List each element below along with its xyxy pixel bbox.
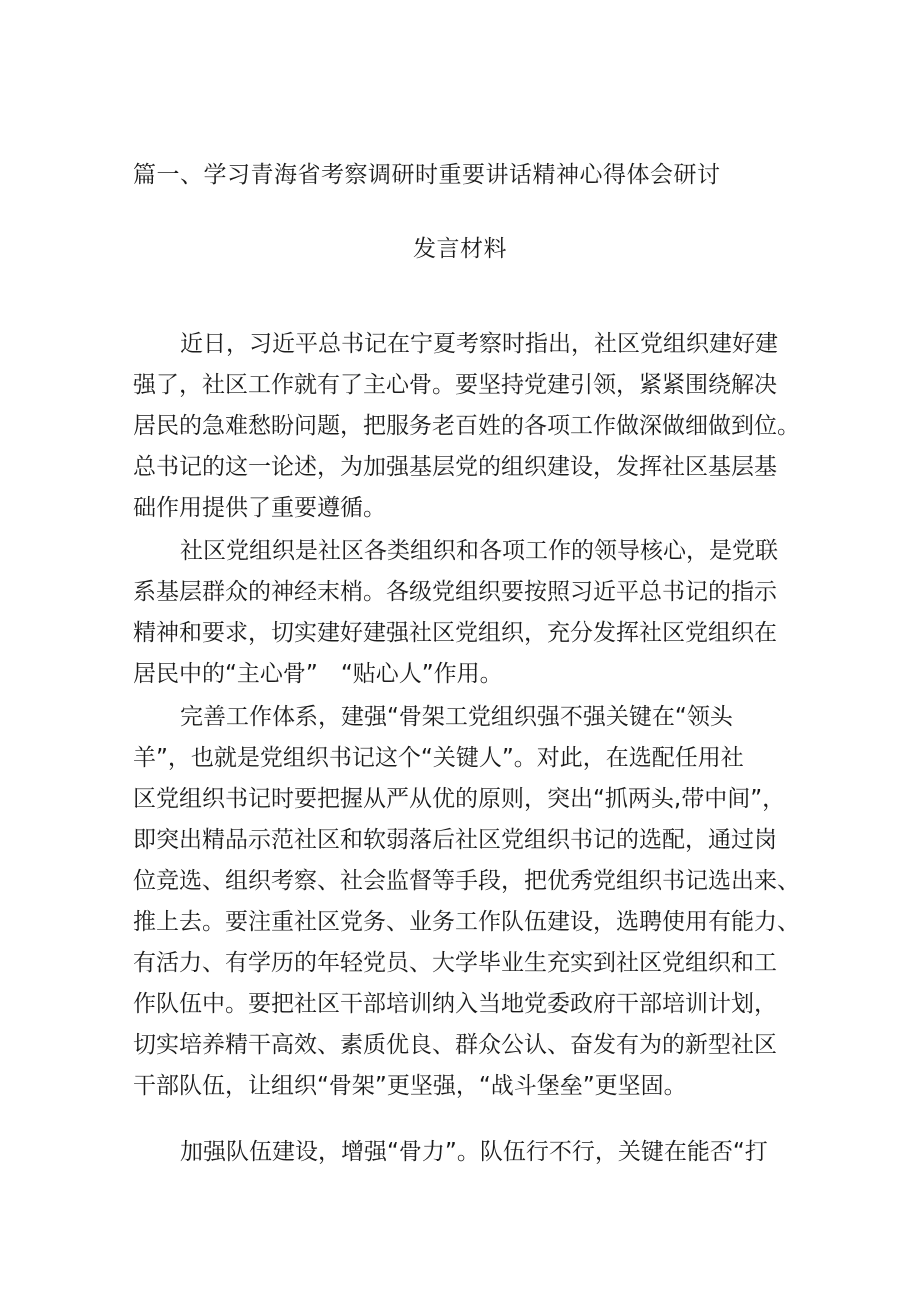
paragraph-line: 础作用提供了重要遵循。 <box>133 495 386 521</box>
document-title-line-2: 发言材料 <box>413 236 507 262</box>
paragraph-line: 近日，习近平总书记在宁夏考察时指出，社区党组织建好建 <box>180 331 778 357</box>
paragraph-line: 系基层群众的神经末梢。各级党组织要按照习近平总书记的指示 <box>133 579 777 605</box>
paragraph-line: 作队伍中。要把社区干部培训纳入当地党委政府干部培训计划， <box>133 991 777 1017</box>
paragraph-line: 切实培养精干高效、素质优良、群众公认、奋发有为的新型社区 <box>133 1032 777 1058</box>
paragraph-line: 羊”，也就是党组织书记这个“关键人”。对此，在选配任用社 <box>133 745 744 771</box>
paragraph-line: 强了，社区工作就有了主心骨。要坚持党建引领，紧紧围绕解决 <box>133 372 777 398</box>
document-title-line-1: 篇一、学习青海省考察调研时重要讲话精神心得体会研讨 <box>133 162 721 188</box>
paragraph-line: 区党组织书记时要把握从严从优的原则，突出“抓两头,带中间”， <box>133 786 786 812</box>
paragraph-line: 完善工作体系，建强“骨架工党组织强不强关键在“领头 <box>180 704 733 730</box>
paragraph-line: 位竞选、组织考察、社会监督等手段，把优秀党组织书记选出来、 <box>133 868 800 894</box>
paragraph-line: 精神和要求，切实建好建强社区党组织，充分发挥社区党组织在 <box>133 620 777 646</box>
paragraph-line: 总书记的这一论述，为加强基层党的组织建设，发挥社区基层基 <box>133 454 777 480</box>
paragraph-line: 加强队伍建设，增强“骨力”。队伍行不行，关键在能否“打 <box>180 1139 768 1165</box>
paragraph-line: 干部队伍，让组织“骨架”更坚强，“战斗堡垒”更坚固。 <box>133 1073 687 1099</box>
paragraph-line: 居民中的“主心骨” “贴心人”作用。 <box>133 661 503 687</box>
paragraph-line: 即突出精品示范社区和软弱落后社区党组织书记的选配，通过岗 <box>133 827 777 853</box>
paragraph-line: 有活力、有学历的年轻党员、大学毕业生充实到社区党组织和工 <box>133 950 777 976</box>
paragraph-line: 社区党组织是社区各类组织和各项工作的领导核心，是党联 <box>180 538 778 564</box>
paragraph-line: 居民的急难愁盼问题，把服务老百姓的各项工作做深做细做到位。 <box>133 413 800 439</box>
paragraph-line: 推上去。要注重社区党务、业务工作队伍建设，选聘使用有能力、 <box>133 909 800 935</box>
